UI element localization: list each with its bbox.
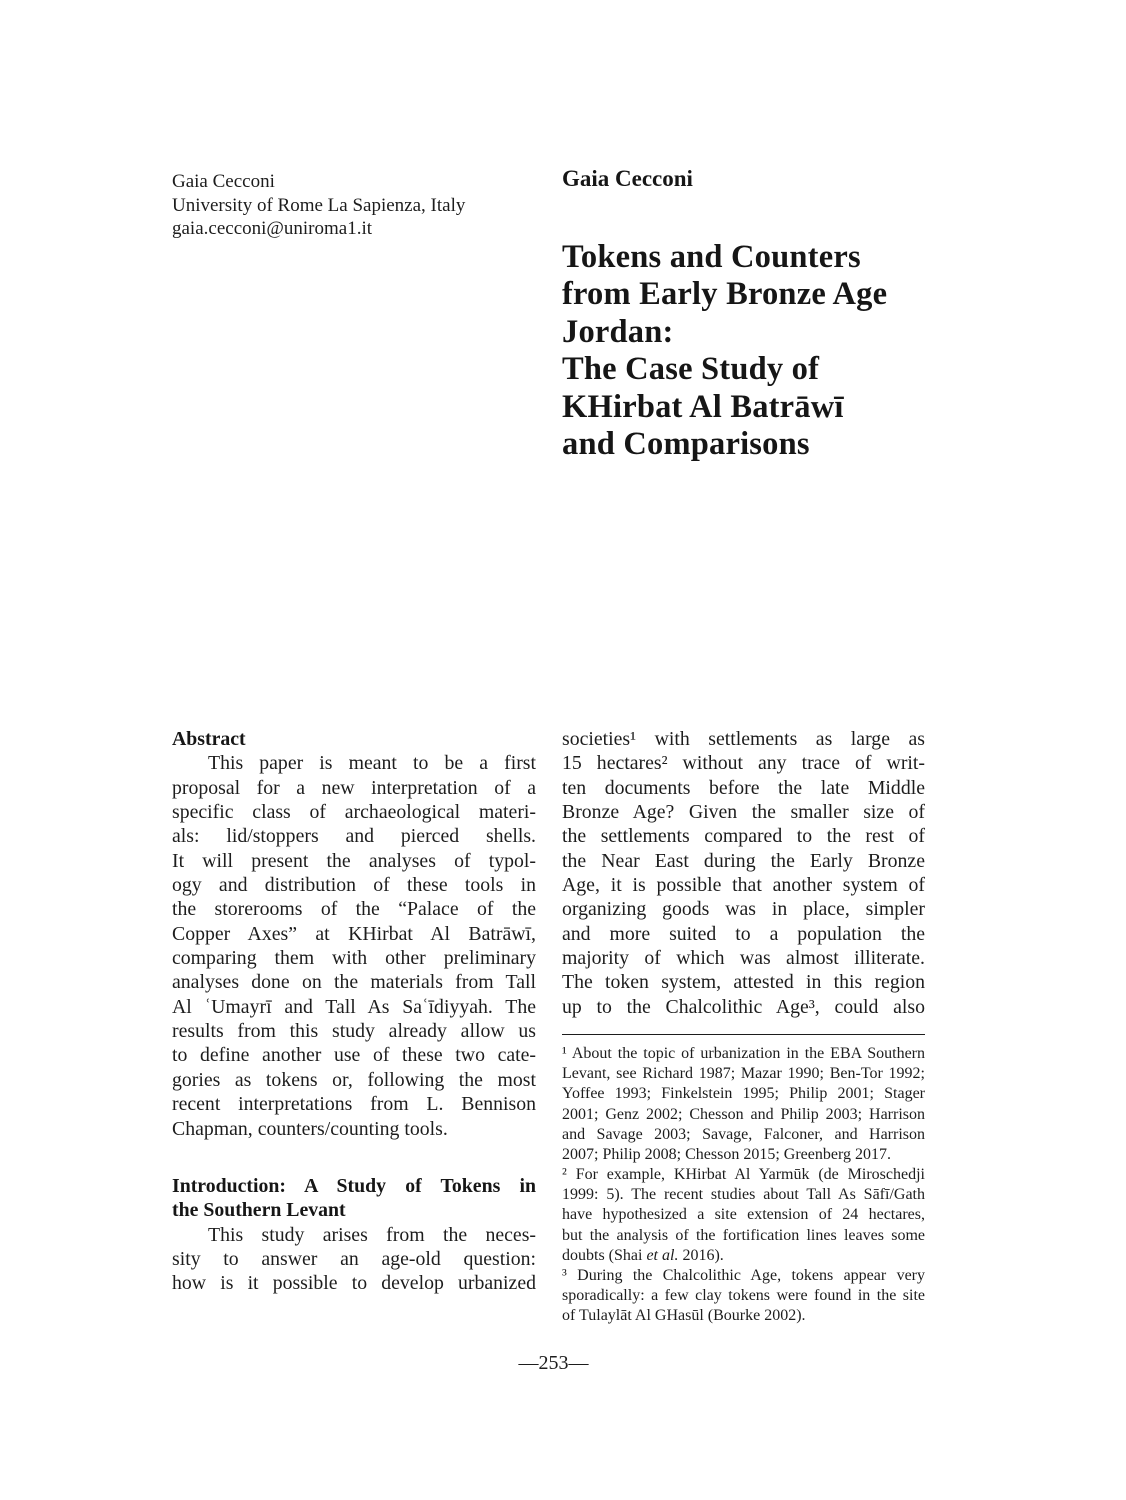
title-line: Tokens and Counters	[562, 239, 861, 275]
intro-line: This study arises from the neces-	[208, 1223, 536, 1246]
body-line: majority of which was almost illiterate.	[562, 947, 925, 970]
footnote-3-line: ³ During the Chalcolithic Age, tokens appear very	[562, 1266, 925, 1284]
title-line: The Case Study of	[562, 351, 820, 388]
body-line: The token system, attested in this region	[562, 971, 925, 994]
intro-heading-line: Introduction: A Study of Tokens in	[172, 1174, 536, 1197]
abstract-line: proposal for a new interpretation of a	[172, 776, 536, 799]
body-line: Age, it is possible that another system of	[562, 874, 925, 897]
intro-line: sity to answer an age-old question:	[172, 1247, 536, 1270]
footnote-3-line: of Tulaylāt Al GHasūl (Bourke 2002).	[562, 1307, 806, 1325]
right-column	[562, 727, 925, 1326]
footnote-2-line: 1999: 5). The recent studies about Tall As Sāfī/Gath	[562, 1186, 925, 1204]
body-line: organizing goods was in place, simpler	[562, 898, 925, 921]
footnote-2-text: doubts (Shai	[562, 1246, 647, 1264]
abstract-line: Al ʿUmayrī and Tall As Saʿīdiyyah. The	[172, 995, 536, 1018]
footnote-1-line: 2001; Genz 2002; Chesson and Philip 2003; Harrison	[562, 1105, 925, 1123]
abstract-line: This paper is meant to be a first	[208, 752, 536, 775]
abstract-line: Chapman, counters/counting tools.	[172, 1117, 448, 1140]
footnote-3-line: sporadically: a few clay tokens were found in the site	[562, 1287, 925, 1304]
title-line: and Comparisons	[562, 426, 810, 463]
footnote-2-line: but the analysis of the fortification lines leaves some	[562, 1226, 925, 1244]
footnote-1-line: 2007; Philip 2008; Chesson 2015; Greenberg 2017.	[562, 1145, 892, 1163]
footnote-1-line: Yoffee 1993; Finkelstein 1995; Philip 2001; Stager	[562, 1085, 925, 1103]
body-line: 15 hectares² without any trace of writ-	[562, 752, 925, 775]
footnote-1-line: ¹ About the topic of urbanization in the EBA Southern	[562, 1045, 925, 1063]
abstract-line: the storerooms of the “Palace of the	[172, 898, 536, 921]
author-block	[172, 170, 465, 241]
footnote-2-line: have hypothesized a site extension of 24 hectares,	[562, 1206, 925, 1224]
body-line: up to the Chalcolithic Age³, could also	[562, 995, 925, 1018]
footnote-1-line: and Savage 2003; Savage, Falconer, and Harrison	[562, 1125, 925, 1143]
body-line: the settlements compared to the rest of	[562, 825, 925, 848]
author-affiliation: University of Rome La Sapienza, Italy	[172, 194, 466, 216]
footnote-2-etal: et al.	[646, 1246, 679, 1264]
body-line: the Near East during the Early Bronze	[562, 849, 925, 872]
title-line: KHirbat Al Batrāwī	[562, 388, 844, 425]
body-line: ten documents before the late Middle	[562, 776, 925, 799]
abstract-heading: Abstract	[172, 728, 246, 750]
page-number: —253—	[518, 1352, 589, 1374]
footnotes	[562, 1044, 925, 1326]
title-line: Jordan:	[562, 313, 674, 350]
body-line: and more suited to a population the	[562, 922, 925, 945]
abstract-line: results from this study already allow us	[172, 1020, 536, 1043]
footnote-2-line	[562, 1246, 925, 1266]
title-line: from Early Bronze Age	[562, 276, 888, 313]
abstract-line: analyses done on the materials from Tall	[172, 971, 536, 994]
footnote-separator	[562, 1034, 925, 1035]
abstract-line: als: lid/stoppers and pierced shells.	[172, 825, 536, 848]
abstract-line: gories as tokens or, following the most	[172, 1068, 536, 1091]
body-line: Bronze Age? Given the smaller size of	[562, 801, 925, 824]
abstract-line: recent interpretations from L. Bennison	[172, 1093, 536, 1116]
article-title	[562, 239, 1032, 463]
footnote-2-text: 2016).	[678, 1246, 724, 1264]
author-name: Gaia Cecconi	[172, 171, 275, 192]
header-author: Gaia Cecconi	[562, 166, 693, 191]
abstract-line: to define another use of these two cate-	[172, 1044, 536, 1067]
body-line: societies¹ with settlements as large as	[562, 728, 925, 750]
abstract-line: It will present the analyses of typol-	[172, 849, 536, 872]
footnote-2-line: ² For example, KHirbat Al Yarmūk (de Miroschedji	[562, 1166, 925, 1184]
abstract-line: comparing them with other preliminary	[172, 947, 536, 970]
abstract-line: specific class of archaeological materi-	[172, 801, 536, 824]
intro-heading-line: the Southern Levant	[172, 1199, 346, 1222]
intro-line: how is it possible to develop urbanized	[172, 1272, 536, 1295]
footnote-1-line: Levant, see Richard 1987; Mazar 1990; Ben-Tor 1992;	[562, 1065, 925, 1083]
abstract-line: ogy and distribution of these tools in	[172, 874, 536, 897]
author-email: gaia.cecconi@uniroma1.it	[172, 218, 373, 240]
abstract-line: Copper Axes” at KHirbat Al Batrāwī,	[172, 922, 536, 945]
left-column	[172, 727, 536, 1296]
